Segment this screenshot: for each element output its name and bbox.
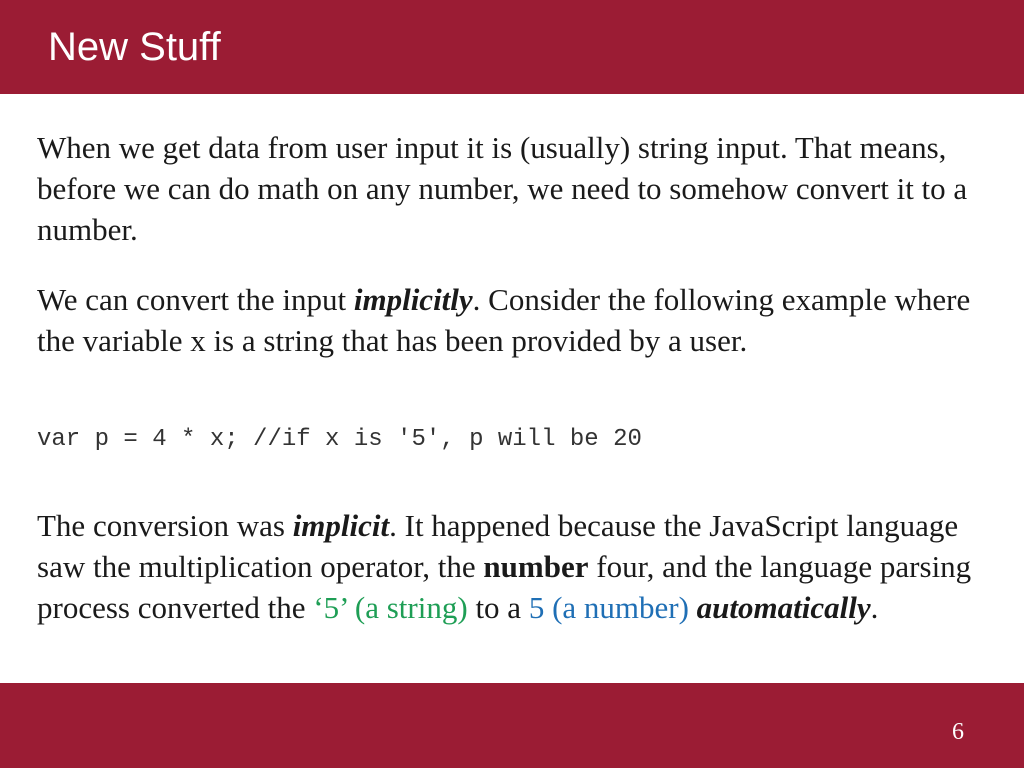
number-phrase: 5 (a number)	[528, 590, 689, 625]
slide-title: New Stuff	[48, 25, 221, 69]
emphasis-automatically: automatically	[696, 590, 871, 625]
code-example: var p = 4 * x; //if x is '5', p will be 20	[37, 426, 642, 453]
string-phrase: ‘5’ (a string)	[313, 590, 468, 625]
paragraph-3-part5	[689, 590, 697, 625]
paragraph-3-part1: The conversion was	[37, 508, 293, 543]
footer-bar	[0, 683, 1024, 768]
paragraph-explanation	[37, 505, 987, 628]
paragraph-intro	[37, 127, 987, 250]
paragraph-3-part4: to a	[467, 590, 529, 625]
bold-number: number	[483, 549, 589, 584]
paragraph-3-part2: . It happened because the JavaScript language saw the multiplication operator, the	[37, 508, 959, 584]
paragraph-3-part3: four, and the language parsing process converted the	[37, 549, 972, 625]
paragraph-2-before: We can convert the input	[37, 282, 354, 317]
emphasis-implicitly: implicitly	[353, 282, 473, 317]
page-number: 6	[952, 719, 964, 745]
title-bar	[0, 0, 1024, 94]
emphasis-implicit: implicit	[292, 508, 390, 543]
paragraph-3-part6: .	[870, 590, 879, 625]
paragraph-implicit-conversion	[37, 279, 987, 361]
paragraph-2-after: . Consider the following example where the variable x is a string that has been provided by a user.	[37, 282, 971, 358]
paragraph-intro-text: When we get data from user input it is (usually) string input. That means, before we can do math on any number, we need to somehow convert it to a number.	[37, 130, 968, 247]
